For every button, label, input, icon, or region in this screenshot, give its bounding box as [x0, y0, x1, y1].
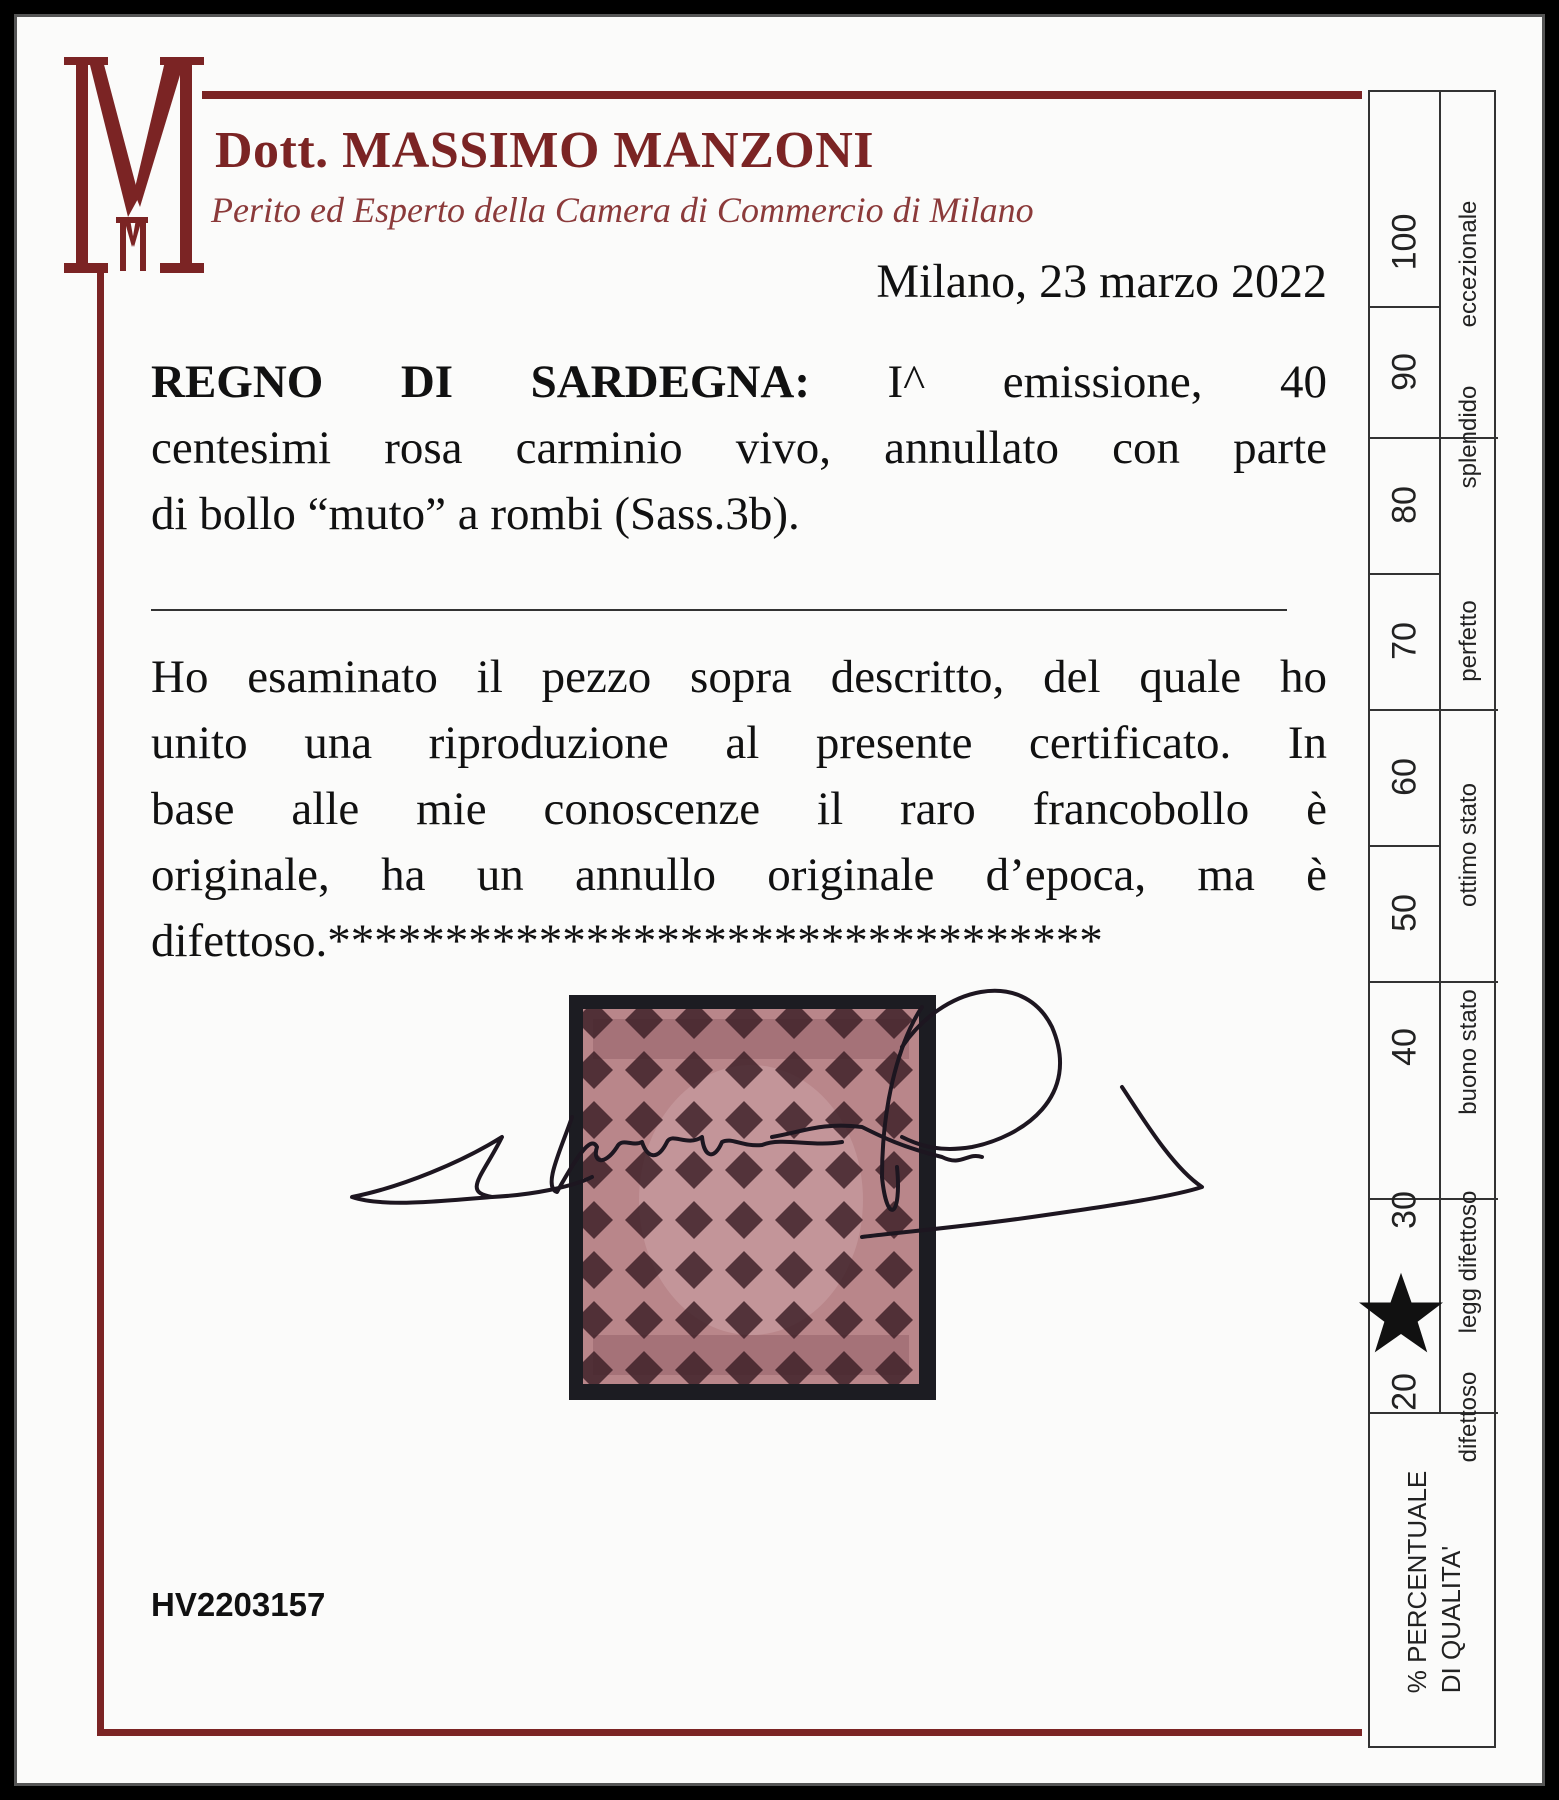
- expert-name: Dott. MASSIMO MANZONI: [215, 122, 875, 179]
- frame-top-rule: [202, 91, 1362, 99]
- scale-number-100: 100: [1385, 213, 1424, 271]
- scale-tick: [1370, 845, 1439, 847]
- quality-scale: [1368, 90, 1496, 1748]
- expert-signature: [342, 947, 1222, 1247]
- statement-line-4: originale, ha un annullo originale d’epoca, ma è: [151, 849, 1327, 901]
- scale-tick: [1370, 573, 1439, 575]
- divider-rule: [151, 609, 1287, 611]
- scale-number-50: 50: [1385, 894, 1424, 932]
- statement-line-1: Ho esaminato il pezzo sopra descritto, del quale ho: [151, 651, 1327, 703]
- scale-category-splendido: splendido: [1455, 385, 1482, 489]
- scale-category-eccezionale: eccezionale: [1455, 200, 1482, 328]
- scale-tick: [1370, 709, 1498, 711]
- scale-divider: [1439, 92, 1441, 1412]
- frame-bottom-rule: [97, 1729, 1362, 1736]
- scale-category-buono-stato: buono stato: [1455, 989, 1482, 1115]
- scale-number-90: 90: [1385, 353, 1424, 391]
- description-line-3: di bollo “muto” a rombi (Sass.3b).: [151, 488, 800, 540]
- scale-number-70: 70: [1385, 622, 1424, 660]
- expert-statement: [151, 644, 1327, 974]
- scale-footer-line-2: DI QUALITA': [1436, 1545, 1466, 1694]
- monogram-logo: [64, 57, 204, 275]
- statement-line-2: unito una riproduzione al presente certificato. In: [151, 717, 1327, 769]
- frame-left-rule: [97, 267, 104, 1733]
- scale-footer: [1400, 1471, 1468, 1694]
- statement-line-5: difettoso.*********************************: [151, 915, 1103, 967]
- description-line-1: [151, 349, 1327, 415]
- scale-tick: [1370, 981, 1498, 983]
- scale-footer-line-1: % PERCENTUALE: [1402, 1470, 1432, 1694]
- stamp-description: [151, 349, 1327, 547]
- scale-number-30: 30: [1385, 1191, 1424, 1229]
- star-icon: [1357, 1271, 1445, 1355]
- statement-line-3: base alle mie conoscenze il raro francobollo è: [151, 783, 1327, 835]
- scale-category-perfetto: perfetto: [1455, 600, 1482, 682]
- certificate-sheet: [14, 14, 1545, 1786]
- scale-category-ottimo-stato: ottimo stato: [1455, 782, 1482, 908]
- place-date: Milano, 23 marzo 2022: [876, 255, 1327, 308]
- description-heading: REGNO DI SARDEGNA:: [151, 356, 811, 408]
- scale-number-40: 40: [1385, 1028, 1424, 1066]
- scale-number-80: 80: [1385, 486, 1424, 524]
- expert-title: Perito ed Esperto della Camera di Commercio di Milano: [211, 190, 1034, 230]
- scale-number-60: 60: [1385, 758, 1424, 796]
- scale-number-20: 20: [1385, 1373, 1424, 1411]
- scale-category-difettoso: difettoso: [1455, 1371, 1482, 1463]
- scale-tick: [1370, 306, 1439, 308]
- description-line-1-rest: I^ emissione, 40: [887, 356, 1327, 408]
- description-line-2: centesimi rosa carminio vivo, annullato con parte: [151, 422, 1327, 474]
- scale-category-legg-difettoso: legg difettoso: [1455, 1190, 1482, 1334]
- certificate-code: HV2203157: [151, 1586, 326, 1623]
